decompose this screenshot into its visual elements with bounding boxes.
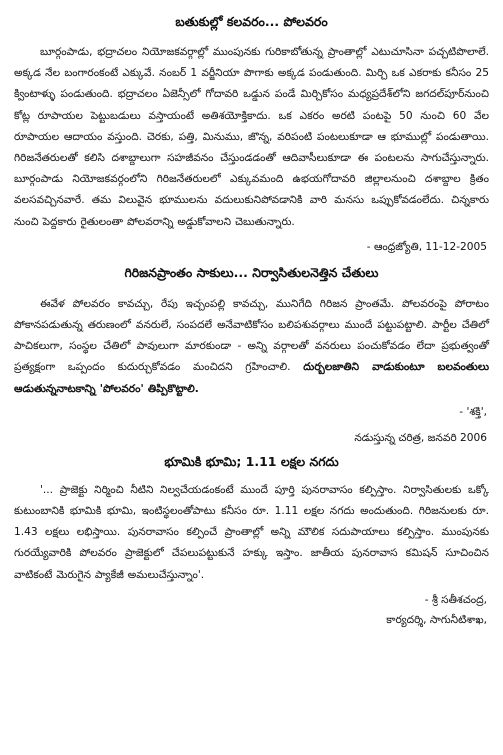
- section-3-signature: - శ్రీ సతీశచంద్ర,: [424, 593, 487, 606]
- section-1-body-text: బూర్గంపాడు, భద్రాచలం నియోజకవర్గాల్లో ముంపునకు గురికాబోతున్న ప్రాంతాల్లో ఎటుచూసినా పచ్చటిపొలాలే. అక్కడ నేల బంగారంకంటే ఎక్కువే. నంబర్ 1 వర్జీనియా పొగాకు అక్కడ పండుతుంది. మిర్చి ఒక ఎకరాకు కనీసం 25 క్వింటాళ్ళు పండుతుంది. భద్రాచలం ఏజెన్సీలో గోదావరి ఒడ్డున పండే మిర్చికోసం మధ్యప్రదేశ్‌లోని జగదల్‌పూర్‌నుంచి కోట్ల రూపాయల పెట్టుబడులు వస్తాయంటే అతిశయోక్తికాదు. ఒక ఎకరం అరటి పంటపై 50 నుంచి 60 వేల రూపాయల ఆదాయం వస్తుంది. చెరకు, పత్తి, మినుము, జొన్న, వరిపంటి పంటలుకూడా ఆ భూముల్లో పండుతాయి. గిరిజనేతరులతో కలిసి దశాబ్దాలుగా సహజీవనం చేస్తుండడంతో ఆదివాసీలుకూడా ఈ పంటలను సాగుచేస్తున్నారు. బూర్గంపాడు నియోజకవర్గంలోని గిరిజనేతరులలో ఎక్కువమంది ఉభయగోదావరి జిల్లాలనుంచి దశాబ్దాల క్రితం వలసవచ్చినవారే. తమ విలువైన భూములను వదులుకునిపోవడానికి వారి మనసు ఒప్పుకోవడంలేదు. చిన్నకారు నుంచి పెద్దకారు రైతులంతా పోలవరాన్ని అడ్డుకోవాలని చెబుతున్నారు.: [14, 46, 490, 228]
- section-1-source: - ఆంధ్రజ్యోతి, 11-12-2005: [366, 240, 487, 253]
- section-2-citation: నడుస్తున్న చరిత్ర, జనవరి 2006: [354, 431, 487, 444]
- section-3-body-text: '... ప్రాజెక్టు నిర్మించి నీటిని నిల్వచేయడంకంటే ముందే పూర్తి పునరావాసం కల్పిస్తాం. నిర్వాసితులకు ఒక్కో కుటుంబానికి భూమికి భూమి, ఇంటిస్థలంతోపాటు కనీసం రూ. 1.11 లక్షల నగదు అందుతుంది. గిరిజనులకు రూ. 1.43 లక్షలు లభిస్తాయి. పునరావాసం కల్పించే ప్రాంతాల్లో అన్ని మౌలిక సదుపాయాలు కల్పిస్తాం. ముంపునకు గురయ్యేవారికి పోలవరం ప్రాజెక్టులో చేపలుపట్టుకునే హక్కు ఇస్తాం. జాతీయ పునరావాస కమిషన్ సూచించిన వాటికంటే మెరుగైన ప్యాకేజీ అమలుచేస్తున్నాం'.: [14, 483, 489, 581]
- section-2-body-emphasis: దుర్బలజాతిని వాడుకుంటూ బలవంతులు ఆడుతున్ననాటకాన్ని 'పోలవరం' తిప్పికొట్టాలి.: [14, 361, 490, 395]
- section-1-body: [14, 42, 489, 233]
- section-2-source: - 'శక్తి',: [459, 405, 487, 418]
- section-2-body-text: ఈవేళ పోలవరం కావచ్చు, రేపు ఇచ్చంపల్లి కావచ్చు, మునిగేది గిరిజన ప్రాంతమే. పోలవరంపై పోరాటం పోకానపడుతున్న తరుణంలో వనరులే, సంపదలే అనేవాటికోసం బలిపశువర్గాలు ముందే పట్టుపట్టాలి. పార్టీల చేతిలో పాచికలుగా, సంస్థల చేతిలో పావులుగా మారకుండా - అన్ని వర్గాలతో వనరులు పంచుకోవడం లేదా ప్రభుత్వంతో ప్రత్యక్షంగా ఒప్పందం కుదుర్చుకోవడం మంచిదని గ్రహించాలి.: [14, 297, 489, 374]
- section-3-title: భూమికి భూమి; 1.11 లక్షల నగదు: [164, 453, 339, 469]
- section-1-title: బతుకుల్లో కలవరం... పోలవరం: [175, 14, 328, 29]
- section-2-body: [14, 294, 489, 400]
- section-3-body: [14, 480, 489, 586]
- section-2-title: గిరిజనప్రాంతం సాకులు... నిర్వాసితులనెత్తిన చేతులు: [124, 264, 379, 280]
- section-3-signature-org: కార్యదర్శి, సాగునీటిశాఖ,: [386, 613, 487, 626]
